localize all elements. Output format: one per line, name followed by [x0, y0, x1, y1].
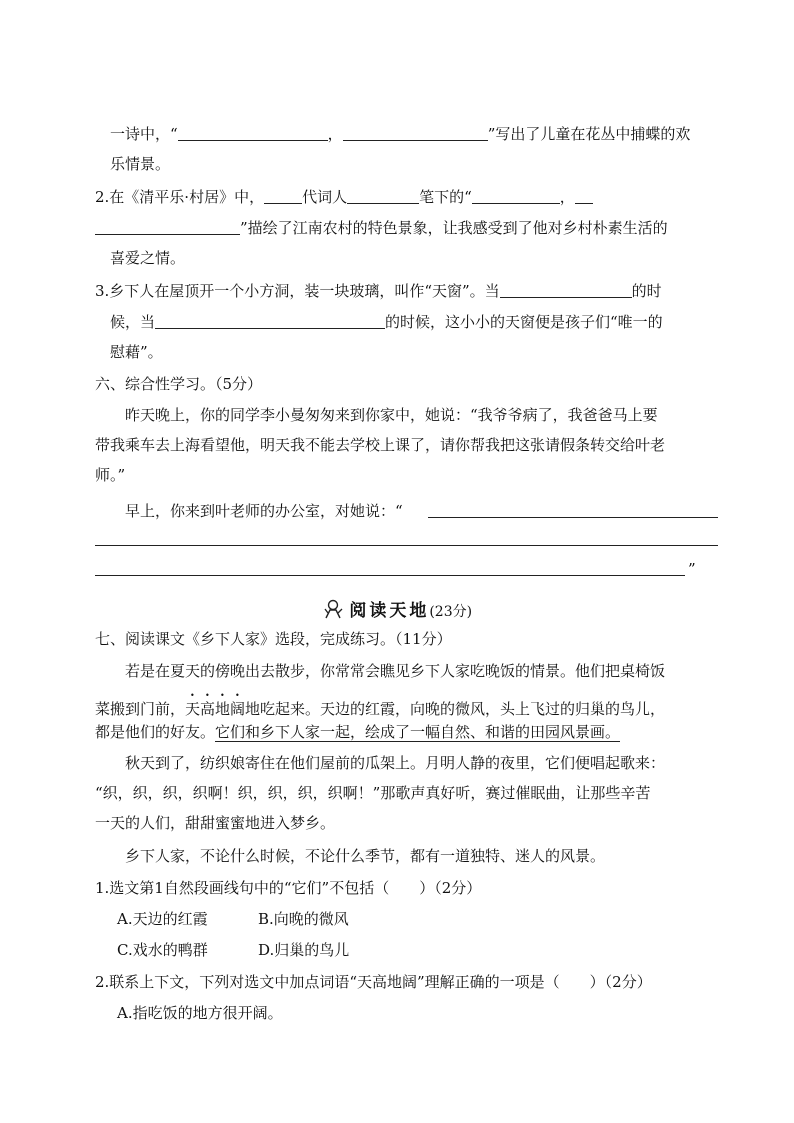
- reading-title: 阅读天地: [349, 601, 430, 621]
- answer-blank-5[interactable]: [500, 281, 632, 298]
- reading-section-title: [0, 596, 794, 621]
- answer-blank-poet[interactable]: [347, 187, 419, 204]
- question-7-1: 1.选文第1自然段画线句中的“它们”不包括（ ）（2分）: [95, 879, 482, 897]
- option-b[interactable]: B.向晚的微风: [258, 910, 349, 928]
- answer-line-3[interactable]: [95, 575, 685, 576]
- poetry-line-1: 一诗中，“ ， ”写出了儿童在花丛中捕蝶的欢: [110, 125, 691, 143]
- passage-p2-l2: “织，织，织，织啊！织，织，织，织啊！”那歌声真好听，赛过催眠曲，让那些辛苦: [95, 784, 651, 802]
- passage-p1-l3: 都是他们的好友。它们和乡下人家一起，绘成了一幅自然、和谐的田园风景画。: [95, 723, 621, 741]
- passage-p2-l1: 秋天到了，纺织娘寄住在他们屋前的瓜架上。月明人静的夜里，它们便唱起歌来：: [125, 754, 666, 772]
- question-2-line-1: 2.在《清平乐·村居》中， 代词人 笔下的“ ，: [95, 186, 593, 208]
- closing-quote: ”: [688, 560, 696, 578]
- answer-blank-4a[interactable]: [575, 187, 593, 204]
- passage-p1-l2: 菜搬到门前，天高地阔地吃起来。天边的红霞，向晚的微风，头上飞过的归巢的鸟儿，: [95, 700, 666, 718]
- answer-blank-4b[interactable]: [95, 218, 240, 235]
- passage-p1-l1: 若是在夏天的傍晚出去散步，你常常会瞧见乡下人家吃晚饭的情景。他们把桌椅饭: [125, 662, 666, 680]
- question-7-2-option-a[interactable]: A.指吃饭的地方很开阔。: [117, 1004, 283, 1022]
- option-d[interactable]: D.归巢的鸟儿: [258, 941, 350, 959]
- answer-blank-3[interactable]: [472, 187, 560, 204]
- question-2-line-3: 喜爱之情。: [110, 249, 186, 267]
- section-6-heading: 六、综合性学习。（5分）: [95, 375, 263, 393]
- answer-line-2[interactable]: [95, 545, 718, 546]
- question-3-line-3: 慰藉”。: [110, 343, 163, 361]
- poetry-line-1b: 乐情景。: [110, 155, 171, 173]
- section-6-para2: 早上，你来到叶老师的办公室，对她说：“: [125, 502, 403, 520]
- reading-mascot-icon: [322, 599, 344, 619]
- section-6-para1-l3: 师。”: [95, 466, 126, 484]
- question-7-2: 2.联系上下文，下列对选文中加点词语“天高地阔”理解正确的一项是（ ）（2分）: [95, 973, 652, 991]
- dotted-phrase: 天高地阔: [185, 700, 246, 718]
- answer-blank-6[interactable]: [155, 312, 385, 329]
- option-a[interactable]: A.天边的红霞: [117, 910, 208, 928]
- reading-score: (23分): [429, 604, 473, 620]
- section-6-para1-l2: 带我乘车去上海看望他，明天我不能去学校上课了，请你帮我把这张请假条转交给叶老: [95, 436, 666, 454]
- passage-p2-l3: 一天的人们，甜甜蜜蜜地进入梦乡。: [95, 814, 336, 832]
- section-6-para1-l1: 昨天晚上，你的同学李小曼匆匆来到你家中，她说：“我爷爷病了，我爸爸马上要: [125, 406, 658, 424]
- option-c[interactable]: C.戏水的鸭群: [117, 941, 208, 959]
- question-3-line-1: 3.乡下人在屋顶开一个小方洞，装一块玻璃，叫作“天窗”。当 的时: [95, 282, 662, 300]
- question-2-line-2: ”描绘了江南农村的特色景象，让我感受到了他对乡村朴素生活的: [95, 217, 668, 239]
- passage-p3: 乡下人家，不论什么时候，不论什么季节，都有一道独特、迷人的风景。: [125, 847, 606, 865]
- question-3-line-2: 候，当 的时候，这小小的天窗便是孩子们“唯一的: [110, 313, 663, 331]
- answer-blank-dynasty[interactable]: [264, 187, 302, 204]
- answer-blank-1[interactable]: [178, 124, 328, 141]
- underlined-sentence: 它们和乡下人家一起，绘成了一幅自然、和谐的田园风景画。: [215, 723, 621, 741]
- answer-blank-2[interactable]: [343, 124, 488, 141]
- answer-line-1[interactable]: [428, 517, 718, 518]
- question-7-heading: 七、阅读课文《乡下人家》选段，完成练习。（11分）: [95, 630, 452, 648]
